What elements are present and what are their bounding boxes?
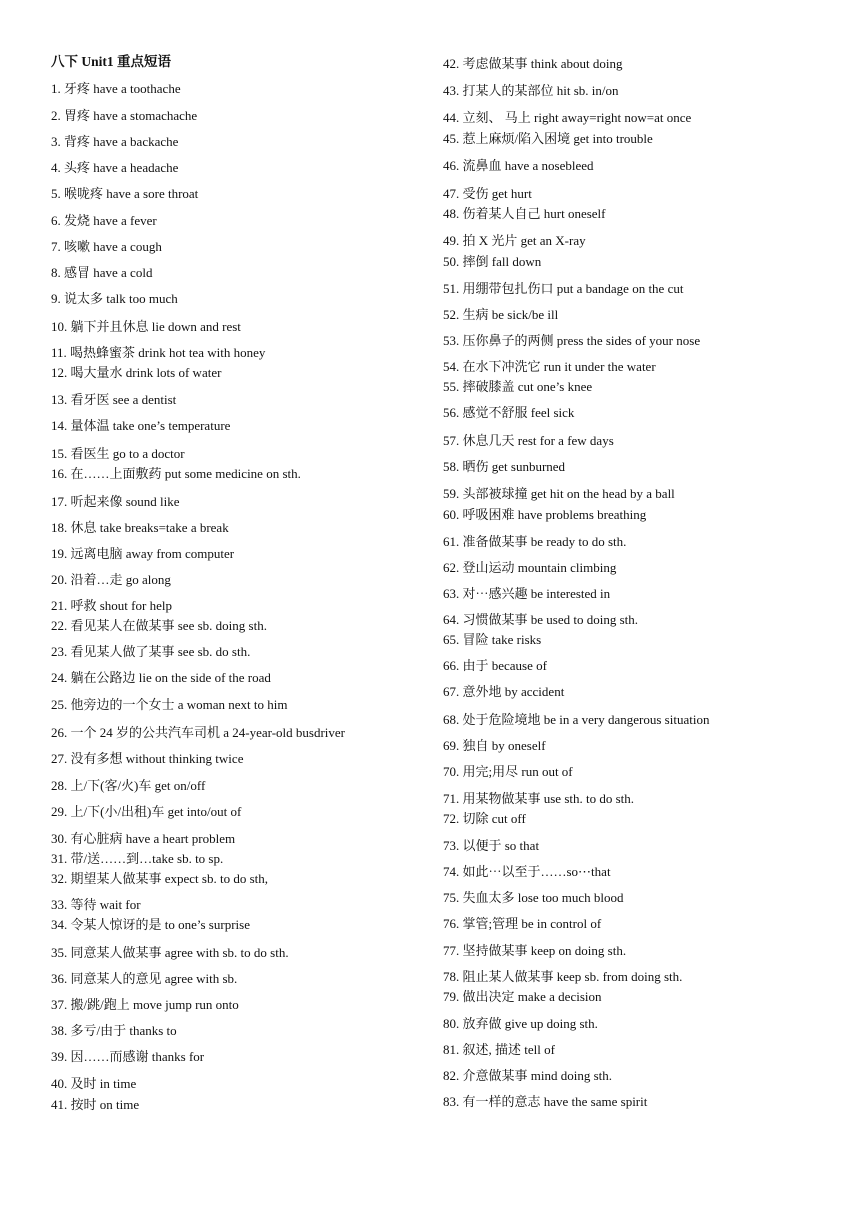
- phrase-item: 61. 准备做某事 be ready to do sth.: [443, 534, 627, 549]
- phrase-item: 81. 叙述, 描述 tell of: [443, 1042, 555, 1057]
- document-title: 八下 Unit1 重点短语: [51, 54, 172, 69]
- phrase-item: 49. 拍 X 光片 get an X-ray: [443, 233, 586, 248]
- phrase-item: 36. 同意某人的意见 agree with sb.: [51, 971, 238, 986]
- phrase-item: 15. 看医生 go to a doctor: [51, 446, 185, 461]
- phrase-item: 27. 没有多想 without thinking twice: [51, 751, 244, 766]
- phrase-item: 38. 多亏/由于 thanks to: [51, 1023, 177, 1038]
- phrase-item: 7. 咳嗽 have a cough: [51, 239, 162, 254]
- phrase-item: 1. 牙疼 have a toothache: [51, 81, 181, 96]
- phrase-item: 56. 感觉不舒服 feel sick: [443, 405, 575, 420]
- phrase-item: 45. 惹上麻烦/陷入困境 get into trouble: [443, 131, 653, 146]
- phrase-item: 39. 因……而感谢 thanks for: [51, 1049, 205, 1064]
- phrase-item: 10. 躺下并且休息 lie down and rest: [51, 319, 241, 334]
- phrase-item: 70. 用完;用尽 run out of: [443, 764, 573, 779]
- phrase-item: 64. 习惯做某事 be used to doing sth.: [443, 612, 638, 627]
- phrase-item: 2. 胃疼 have a stomachache: [51, 108, 198, 123]
- phrase-item: 31. 带/送……到…take sb. to sp.: [51, 851, 224, 866]
- phrase-item: 60. 呼吸困难 have problems breathing: [443, 507, 647, 522]
- phrase-item: 63. 对⋯感兴趣 be interested in: [443, 586, 611, 601]
- phrase-item: 79. 做出决定 make a decision: [443, 989, 602, 1004]
- phrase-item: 19. 远离电脑 away from computer: [51, 546, 235, 561]
- phrase-item: 28. 上/下(客/火)车 get on/off: [51, 778, 206, 793]
- phrase-item: 25. 他旁边的一个女士 a woman next to him: [51, 697, 288, 712]
- phrase-item: 67. 意外地 by accident: [443, 684, 565, 699]
- phrase-item: 76. 掌管;管理 be in control of: [443, 916, 602, 931]
- phrase-item: 59. 头部被球撞 get hit on the head by a ball: [443, 486, 675, 501]
- phrase-item: 16. 在……上面敷药 put some medicine on sth.: [51, 466, 301, 481]
- phrase-item: 21. 呼救 shout for help: [51, 598, 172, 613]
- phrase-item: 22. 看见某人在做某事 see sb. doing sth.: [51, 618, 267, 633]
- phrase-item: 50. 摔倒 fall down: [443, 254, 542, 269]
- phrase-item: 75. 失血太多 lose too much blood: [443, 890, 624, 905]
- phrase-item: 78. 阻止某人做某事 keep sb. from doing sth.: [443, 969, 683, 984]
- phrase-item: 57. 休息几天 rest for a few days: [443, 433, 614, 448]
- phrase-item: 46. 流鼻血 have a nosebleed: [443, 158, 594, 173]
- phrase-item: 34. 令某人惊讶的是 to one’s surprise: [51, 917, 250, 932]
- phrase-item: 29. 上/下(小/出租)车 get into/out of: [51, 804, 242, 819]
- phrase-item: 68. 处于危险境地 be in a very dangerous situation: [443, 712, 710, 727]
- phrase-item: 14. 量体温 take one’s temperature: [51, 418, 231, 433]
- phrase-item: 5. 喉咙疼 have a sore throat: [51, 186, 199, 201]
- phrase-item: 47. 受伤 get hurt: [443, 186, 532, 201]
- phrase-item: 17. 听起来像 sound like: [51, 494, 180, 509]
- phrase-item: 13. 看牙医 see a dentist: [51, 392, 177, 407]
- phrase-item: 77. 坚持做某事 keep on doing sth.: [443, 943, 627, 958]
- phrase-item: 66. 由于 because of: [443, 658, 547, 673]
- phrase-item: 51. 用绷带包扎伤口 put a bandage on the cut: [443, 281, 684, 296]
- phrase-item: 37. 搬/跳/跑上 move jump run onto: [51, 997, 239, 1012]
- phrase-item: 11. 喝热蜂蜜茶 drink hot tea with honey: [51, 345, 266, 360]
- phrase-item: 69. 独自 by oneself: [443, 738, 546, 753]
- phrase-item: 3. 背疼 have a backache: [51, 134, 179, 149]
- phrase-item: 18. 休息 take breaks=take a break: [51, 520, 229, 535]
- phrase-item: 41. 按时 on time: [51, 1097, 140, 1112]
- phrase-item: 48. 伤着某人自己 hurt oneself: [443, 206, 606, 221]
- phrase-item: 4. 头疼 have a headache: [51, 160, 179, 175]
- phrase-item: 74. 如此⋯以至于……so⋯that: [443, 864, 611, 879]
- phrase-item: 8. 感冒 have a cold: [51, 265, 153, 280]
- phrase-item: 42. 考虑做某事 think about doing: [443, 56, 623, 71]
- phrase-item: 20. 沿着…走 go along: [51, 572, 171, 587]
- phrase-item: 33. 等待 wait for: [51, 897, 141, 912]
- phrase-item: 62. 登山运动 mountain climbing: [443, 560, 617, 575]
- phrase-item: 58. 晒伤 get sunburned: [443, 459, 566, 474]
- phrase-item: 24. 躺在公路边 lie on the side of the road: [51, 670, 271, 685]
- phrase-item: 55. 摔破膝盖 cut one’s knee: [443, 379, 593, 394]
- phrase-item: 44. 立刻、 马上 right away=right now=at once: [443, 110, 692, 125]
- phrase-item: 71. 用某物做某事 use sth. to do sth.: [443, 791, 635, 806]
- phrase-item: 43. 打某人的某部位 hit sb. in/on: [443, 83, 619, 98]
- phrase-item: 9. 说太多 talk too much: [51, 291, 178, 306]
- phrase-item: 80. 放弃做 give up doing sth.: [443, 1016, 598, 1031]
- phrase-item: 30. 有心脏病 have a heart problem: [51, 831, 236, 846]
- phrase-item: 52. 生病 be sick/be ill: [443, 307, 559, 322]
- phrase-item: 26. 一个 24 岁的公共汽车司机 a 24-year-old busdriver: [51, 725, 345, 740]
- phrase-item: 73. 以便于 so that: [443, 838, 540, 853]
- phrase-item: 12. 喝大量水 drink lots of water: [51, 365, 222, 380]
- phrase-item: 54. 在水下冲洗它 run it under the water: [443, 359, 656, 374]
- phrase-item: 82. 介意做某事 mind doing sth.: [443, 1068, 613, 1083]
- phrase-item: 40. 及时 in time: [51, 1076, 137, 1091]
- phrase-item: 23. 看见某人做了某事 see sb. do sth.: [51, 644, 251, 659]
- phrase-item: 35. 同意某人做某事 agree with sb. to do sth.: [51, 945, 289, 960]
- phrase-item: 53. 压你鼻子的两侧 press the sides of your nose: [443, 333, 701, 348]
- phrase-item: 6. 发烧 have a fever: [51, 213, 157, 228]
- phrase-item: 32. 期望某人做某事 expect sb. to do sth,: [51, 871, 269, 886]
- phrase-item: 72. 切除 cut off: [443, 811, 526, 826]
- phrase-item: 65. 冒险 take risks: [443, 632, 542, 647]
- phrase-item: 83. 有一样的意志 have the same spirit: [443, 1094, 648, 1109]
